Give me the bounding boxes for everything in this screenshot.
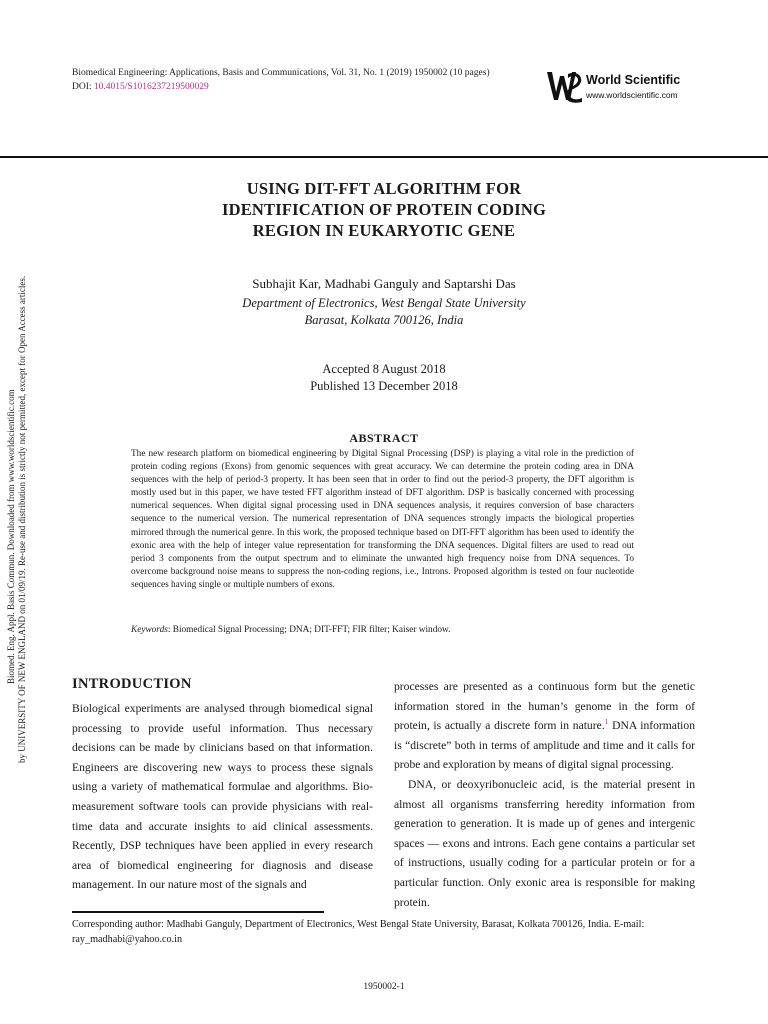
download-notice-line2: by UNIVERSITY OF NEW ENGLAND on 01/09/19. Re-use and distribution is strictly not permitted, except for Open Access articles. <box>17 275 27 763</box>
keywords-list: : Biomedical Signal Processing; DNA; DIT-FFT; FIR filter; Kaiser window. <box>167 625 451 635</box>
download-notice-line1: Biomed. Eng. Appl. Basis Commun. Downloaded from www.worldscientific.com <box>6 389 16 684</box>
intro-left-column: Biological experiments are analysed through biomedical signal processing to provide useful information. Thus necessary decisions can be made by clinicians based on that information. Engineers are discovering new ways to process these signals using a variety of mathematical formulae and algorithms. Bio-measurement software tools can provide physicians with real-time data and accurate insights to aid clinical assessments. Recently, DSP techniques have been applied in every research area of biomedical engineering for diagnosis and disease management. In our nature most of the signals and <box>72 702 373 892</box>
intro-right-paragraph-2: DNA, or deoxyribonucleic acid, is the material present in almost all organisms transferring heredity information from generation to generation. It is made up of genes and intergenic spaces — exons and introns. Each gene contains a particular set of instructions, usually coding for a particular protein or for a particular function. Only exonic area is responsible for making protein. <box>394 777 695 909</box>
doi-label: DOI: <box>72 82 92 92</box>
doi-line <box>72 80 542 94</box>
abstract-heading: ABSTRACT <box>349 431 419 445</box>
article-dates: Accepted 8 August 2018 Published 13 December 2018 <box>310 362 458 393</box>
journal-citation: Biomedical Engineering: Applications, Basis and Communications, Vol. 31, No. 1 (2019) 1950002 (10 pages) <box>72 68 490 78</box>
article-affiliation: Department of Electronics, West Bengal State University Barasat, Kolkata 700126, India <box>242 296 526 327</box>
keywords <box>131 624 634 637</box>
abstract-text: The new research platform on biomedical engineering by Digital Signal Processing (DSP) is playing a vital role in the prediction of protein coding regions (Exons) from genomic sequences with great accuracy. We can determine the protein coding area in DNA sequences with the help of period-3 property. It has been seen that in order to find out the period-3 property, the DFT algorithm is mostly used but in this paper, we have tested FFT algorithm instead of DFT algorithm. DSP is basically concerned with processing numerical sequences. When digital signal processing used in DNA sequences analysis, it requires conversion of base characters sequence to the numerical version. The numerical representation of DNA sequences strongly impacts the biological properties mirrored through the numerical genre. In this work, the proposed technique based on DIT-FFT algorithm has been used to identify the exonic area with the help of integer value representation for transforming the DNA sequences. Digital filters are used to read out period 3 components from the output spectrum and to eliminate the unwanted high frequency noise from DNA sequences. To overcome background noise means to suppress the non-coding regions, i.e., Introns. Proposed algorithm is tested on four nucleotide sequences having single or multiple numbers of exons. <box>131 449 634 590</box>
article-authors: Subhajit Kar, Madhabi Ganguly and Saptarshi Das <box>252 276 516 291</box>
footnote-divider <box>72 911 324 913</box>
journal-header <box>72 66 542 94</box>
page-number: 1950002-1 <box>363 982 405 992</box>
corresponding-author-footnote: Corresponding author: Madhabi Ganguly, Department of Electronics, West Bengal State University, Barasat, Kolkata 700126, India. E-mail: ray_madhabi@yahoo.co.in <box>72 919 645 945</box>
intro-right-column <box>394 677 695 912</box>
header-divider <box>0 156 768 158</box>
doi-link[interactable]: 10.4015/S1016237219500029 <box>93 82 209 92</box>
publisher-name: World Scientific <box>586 73 681 87</box>
publisher-url[interactable]: www.worldscientific.com <box>586 90 678 100</box>
keywords-label: Keywords <box>131 625 168 635</box>
introduction-heading: INTRODUCTION <box>72 676 192 692</box>
publisher-logo[interactable] <box>546 66 706 106</box>
article-title: USING DIT-FFT ALGORITHM FOR IDENTIFICATION OF PROTEIN CODING REGION IN EUKARYOTIC GENE <box>221 179 547 240</box>
intro-right-paragraph-1: processes are presented as a continuous form but the genetic information stored in the human’s genome in the form of protein, is actually a discrete form in nature.$^1$ DNA information is “discrete” both in terms of amplitude and time and it calls for probe and exploration by means of digital signal processing. <box>394 680 695 772</box>
reference-1-link[interactable]: 1 <box>604 717 609 727</box>
world-scientific-logo-icon <box>546 66 584 104</box>
